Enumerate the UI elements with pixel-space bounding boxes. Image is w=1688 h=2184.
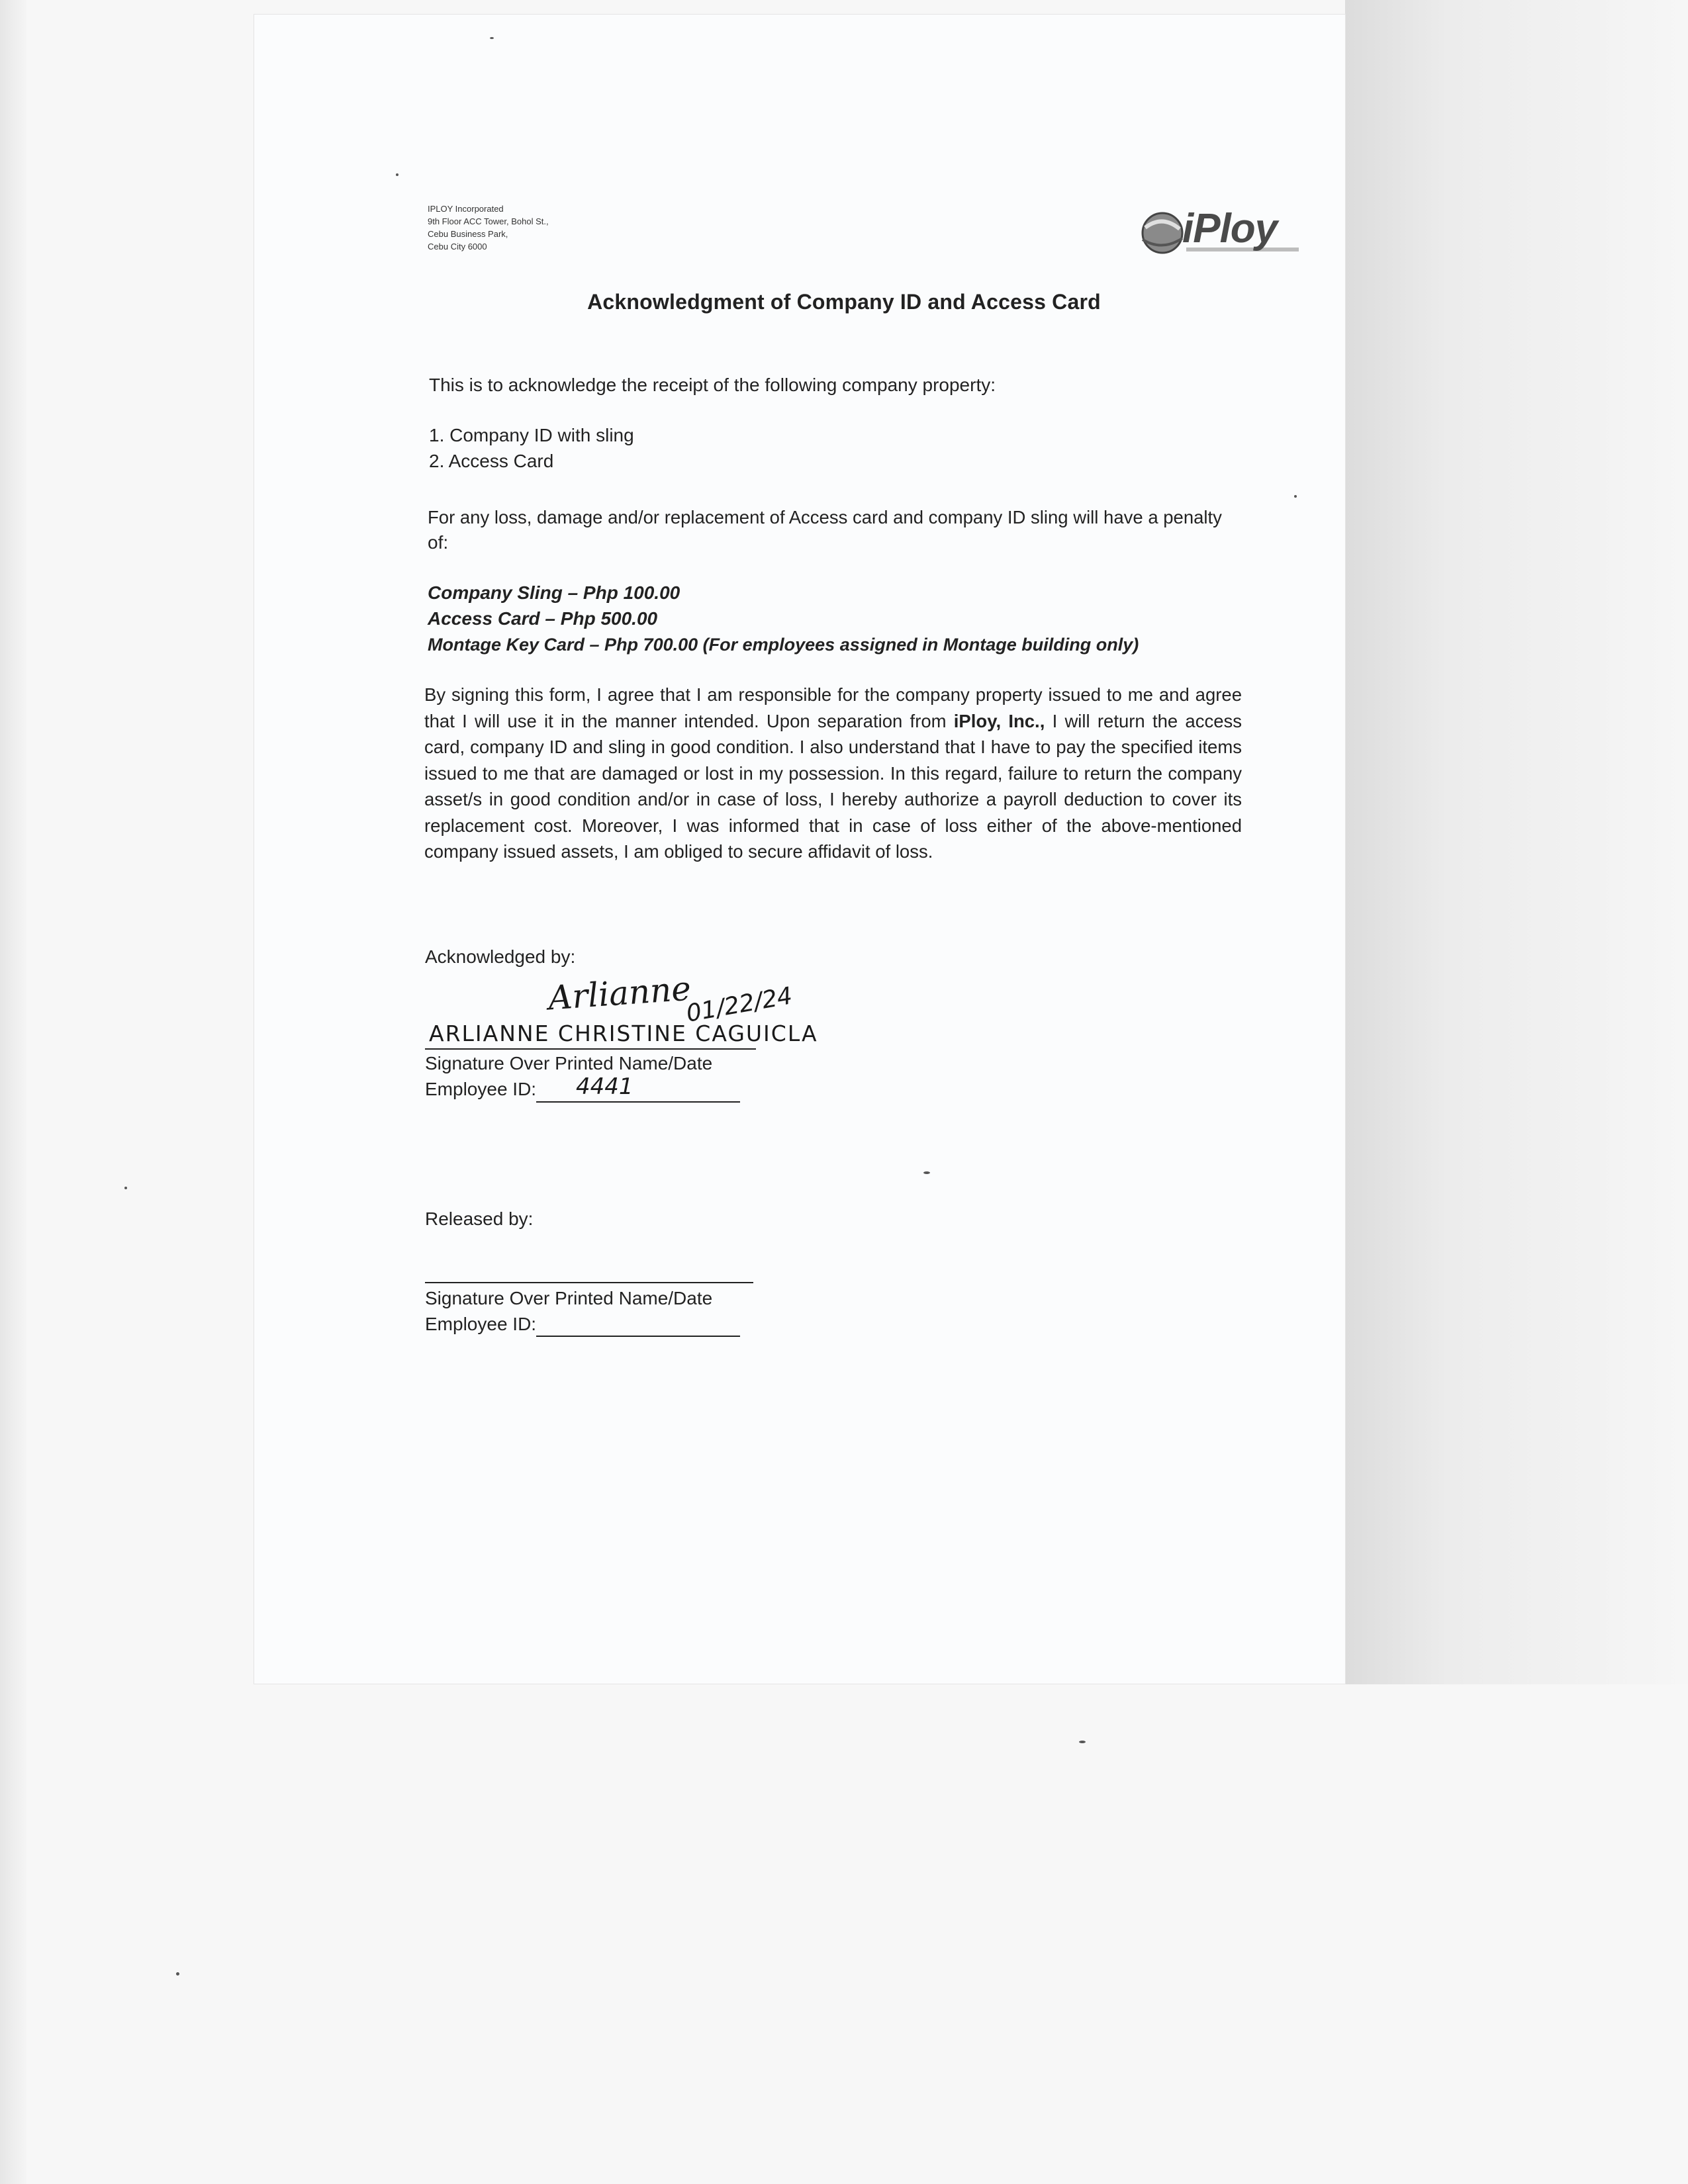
intro-text: This is to acknowledge the receipt of the following company property: [429,375,996,395]
handwritten-employee-id: 4441 [576,1073,633,1100]
company-name-bold: iPloy, Inc., [953,710,1045,731]
acknowledged-by-label: Acknowledged by: [425,946,576,967]
company-address-block [428,203,549,253]
document-title: Acknowledgment of Company ID and Access Card [587,290,1101,314]
scan-speck [1079,1741,1086,1743]
address-line: Cebu Business Park, [428,229,508,239]
property-item: 1. Company ID with sling [429,425,634,445]
scan-speck [1294,495,1297,498]
penalty-intro-line: For any loss, damage and/or replacement of Access card and company ID sling will have a penalty [428,507,1222,527]
address-line: Cebu City 6000 [428,242,487,251]
signature-line [425,1282,753,1283]
agreement-paragraph [424,682,1242,865]
signature-caption: Signature Over Printed Name/Date [425,1053,713,1073]
scan-speck [490,37,494,39]
signature-line [425,1048,756,1050]
agreement-text: By signing this form, I agree that I am responsible for the company property issued to me and agree that I will use it in the manner intended. Upon separation from [424,684,1242,731]
scan-speck [923,1171,930,1174]
penalty-item: Access Card – Php 500.00 [428,608,658,629]
employee-id-line [536,1101,740,1103]
property-item: 2. Access Card [429,451,554,471]
handwritten-signature: Arlianne [547,969,692,1018]
penalty-item: Company Sling – Php 100.00 [428,582,680,603]
employee-id-label: Employee ID: [425,1079,537,1099]
employee-id-line [536,1336,740,1337]
handwritten-printed-name: ARLIANNE CHRISTINE CAGUICLA [429,1021,818,1046]
scan-shadow-right [1345,0,1688,1684]
scan-speck [396,173,399,176]
company-name: IPLOY Incorporated [428,204,504,214]
logo-wordmark: iPloy [1182,206,1278,251]
signature-caption: Signature Over Printed Name/Date [425,1288,713,1308]
employee-id-label: Employee ID: [425,1314,537,1334]
penalty-intro-line: of: [428,532,449,553]
released-by-label: Released by: [425,1208,534,1229]
scan-speck [176,1972,179,1976]
handwritten-date: 01/22/24 [684,982,795,1028]
iploy-logo [1133,201,1303,267]
scan-shadow-left [0,0,26,2184]
agreement-text: I will return the access card, company ID and sling in good condition. I also understand that I have to pay the specified items issued to me that are damaged or lost in my possession. In this regard, failure to return the company asset/s in good condition and/or in case of loss, I hereby authorize a payroll deduction to cover its replacement cost. Moreover, I was informed that in case of loss either of the above-mentioned company issued assets, I am obliged to secure affidavit of loss. [424,710,1242,862]
penalty-item: Montage Key Card – Php 700.00 (For employees assigned in Montage building only) [428,635,1139,655]
scan-speck [124,1187,127,1189]
address-line: 9th Floor ACC Tower, Bohol St., [428,216,549,226]
